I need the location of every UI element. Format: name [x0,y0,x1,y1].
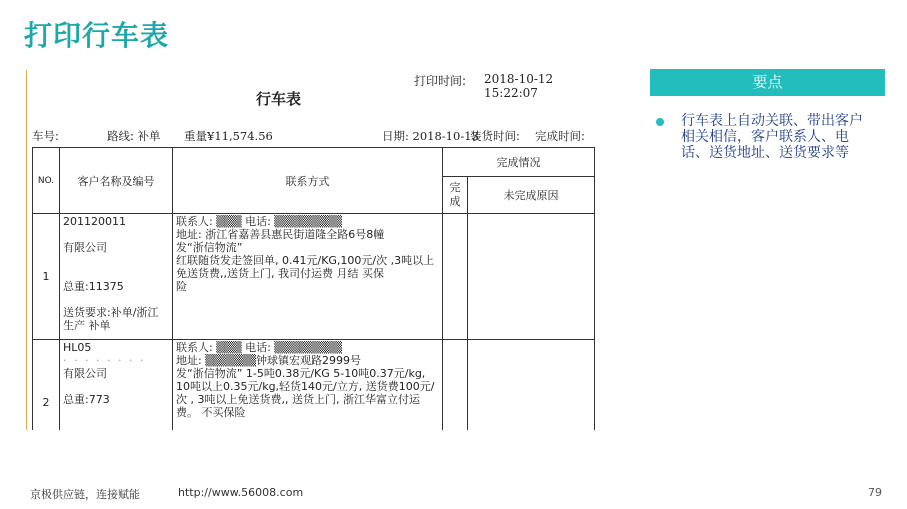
contact-terms-end: 险 [176,280,187,293]
row-number: 2 [33,340,60,431]
route-label: 路线: 补单 [107,129,161,143]
print-time-value: 2018-10-12 15:22:07 [484,72,554,100]
row-number: 1 [33,214,60,340]
car-number-label: 车号: [32,129,59,143]
document-edge [26,70,27,430]
header-contact: 联系方式 [173,148,443,214]
date-label: 日期: 2018-10-13 [382,129,479,143]
contact-terms-cont: 免送货费,,送货上门, 我司付运费 月结 买保 [176,267,384,280]
contact-terms: 红联随货发走签回单, 0.41元/KG,100元/次 ,3吨以上 [176,254,435,267]
customer-code: 201120011 [63,215,126,228]
bullet-icon [656,118,664,126]
footer-url[interactable]: http://www.56008.com [178,486,304,499]
delivery-requirement: 送货要求:补单/浙江 [63,306,159,319]
contact-terms: 10吨以上0.35元/kg,轻货140元/立方, 送货费100元/ [176,380,435,393]
done-cell [443,214,468,340]
table-row [33,340,595,431]
contact-cell [173,214,443,340]
key-point-item: 行车表上自动关联、带出客户相关相信，客户联系人、电话、送货地址、送货要求等 [681,113,863,161]
page-number: 79 [868,486,882,499]
customer-cell: HL05 · · · · · · · · 有限公司 总重:773 [60,340,173,431]
header-customer: 客户名称及编号 [60,148,173,214]
contact-terms-cont: 次 , 3吨以上免送货费,, 送货上门, 浙江华富立付运 [176,393,420,406]
total-weight: 总重:773 [63,393,110,406]
footer-slogan: 京极供应链，连接赋能 [30,488,140,501]
contact-logistics: 发“浙信物流” [176,241,243,254]
contact-terms-end: 费。 不买保险 [176,406,246,419]
contact-cell [173,340,443,431]
key-points-header: 要点 [650,69,885,96]
done-cell [443,340,468,431]
header-no: NO. [33,148,60,214]
table-row [33,214,595,340]
customer-name: 有限公司 [63,367,107,380]
customer-name: 有限公司 [63,241,107,254]
trip-table [32,147,595,430]
reason-cell [468,214,595,340]
page-title: 打印行车表 [24,19,170,52]
customer-code: HL05 [63,341,92,354]
header-completion: 完成情况 [443,148,595,177]
contact-address: 地址: 浙江省嘉善县惠民街道隆全路6号8幢 [176,228,385,241]
customer-cell [60,214,173,340]
header-done: 完成 [443,177,468,214]
print-time-label: 打印时间: [414,74,467,88]
contact-person: 联系人: ▒▒▒ 电话: ▒▒▒▒▒▒▒▒ [176,341,342,354]
trip-sheet-scan [26,70,606,430]
contact-person: 联系人: ▒▒▒ 电话: ▒▒▒▒▒▒▒▒ [176,215,342,228]
delivery-requirement-cont: 生产 补单 [63,319,111,332]
header-reason: 未完成原因 [468,177,595,214]
loading-time-label: 装货时间: [470,129,520,143]
completion-time-label: 完成时间: [535,129,585,143]
contact-logistics: 发“浙信物流” 1-5吨0.38元/KG 5-10吨0.37元/kg, [176,367,426,380]
document-title: 行车表 [256,90,302,108]
total-weight: 总重:11375 [63,280,124,293]
contact-address: 地址: ▒▒▒▒▒▒钟球镇宏观路2999号 [176,354,361,367]
weight-label: 重量¥11,574.56 [184,129,273,143]
reason-cell [468,340,595,431]
